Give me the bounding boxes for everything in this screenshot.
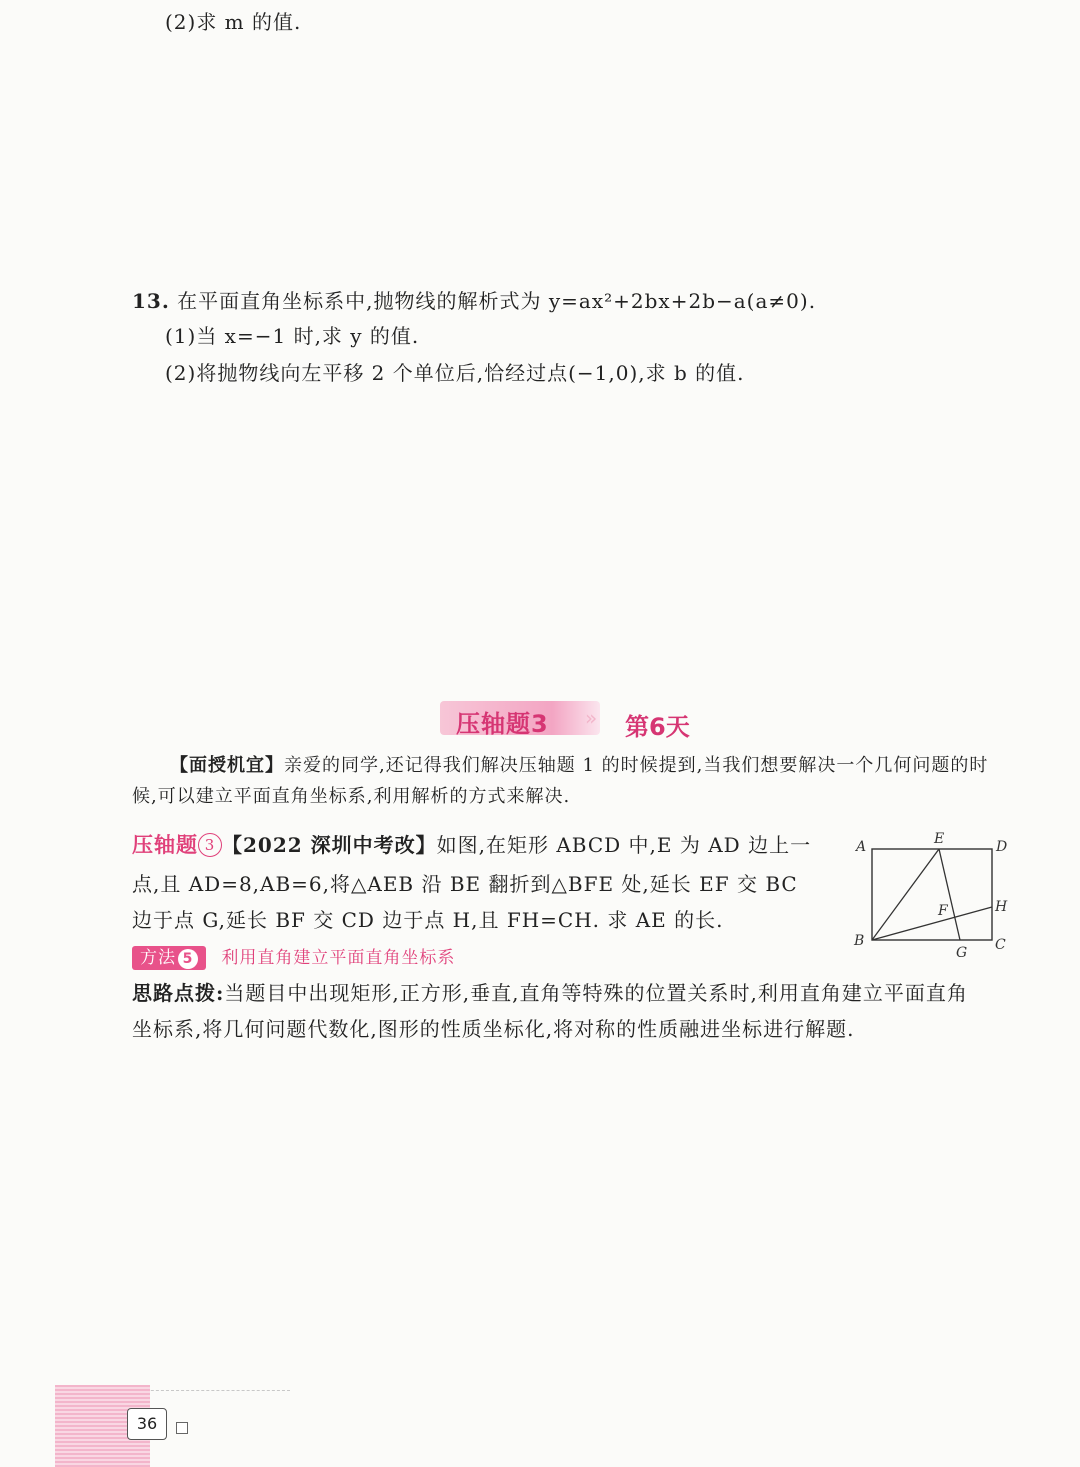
hint-label: 思路点拨: [132,981,225,1005]
label-d: D [996,839,1008,855]
page-number: 36 [127,1408,167,1440]
problem-line1 [132,831,811,859]
hint-line1 [132,979,968,1007]
rectangle-abcd [872,849,992,940]
method-label: 方法 [140,948,176,968]
segment-bh [872,907,992,940]
q13-number: 13. [132,289,170,313]
method-text: 利用直角建立平面直角坐标系 [221,948,456,968]
q13-stem-line [132,287,816,315]
geometry-figure [850,825,1020,965]
label-e: E [934,831,945,847]
checkbox-square-icon [176,1422,188,1434]
label-b: B [854,933,865,949]
hint-text1: 当题目中出现矩形,正方形,垂直,直角等特殊的位置关系时,利用直角建立平面直角 [224,981,968,1005]
q13-stem: 在平面直角坐标系中,抛物线的解析式为 y=ax²+2bx+2b−a(a≠0). [177,289,817,313]
label-h: H [995,899,1008,915]
intro-line2: 候,可以建立平面直角坐标系,利用解析的方式来解决. [132,786,571,807]
intro-text1: 亲爱的同学,还记得我们解决压轴题 1 的时候提到,当我们想要解决一个几何问题的时 [284,755,989,776]
hint-line2: 坐标系,将几何问题代数化,图形的性质坐标化,将对称的性质融进坐标进行解题. [132,1017,855,1041]
q13-part1: (1)当 x=−1 时,求 y 的值. [165,324,420,348]
method-number: 5 [178,949,198,969]
intro-label: 【面授机宜】 [170,755,284,776]
label-c: C [995,937,1006,953]
problem-number-badge: 3 [198,833,222,857]
section-banner-text: 压轴题3 [456,710,549,738]
problem-line3: 边于点 G,延长 BF 交 CD 边于点 H,且 FH=CH. 求 AE 的长. [132,908,724,932]
method-badge [132,946,206,970]
chevron-right-icon: » [585,706,598,730]
problem-label: 压轴题 [132,833,198,857]
problem-source: 【2022 深圳中考改】 [222,833,437,857]
method-line [132,942,455,972]
q13-part2: (2)将抛物线向左平移 2 个单位后,恰经过点(−1,0),求 b 的值. [165,361,745,385]
label-a: A [856,839,867,855]
intro-line1 [170,752,988,780]
segment-be [872,849,939,940]
label-g: G [956,945,968,961]
problem-line2: 点,且 AD=8,AB=6,将△AEB 沿 BE 翻折到△BFE 处,延长 EF 交 BC [132,872,798,896]
section-day: 第6天 [625,713,690,741]
segment-eg [939,849,960,940]
section-banner [440,701,600,738]
q12-part2: (2)求 m 的值. [165,10,302,34]
label-f: F [938,903,948,919]
section-title [440,697,740,745]
problem-text1: 如图,在矩形 ABCD 中,E 为 AD 边上一 [436,833,812,857]
